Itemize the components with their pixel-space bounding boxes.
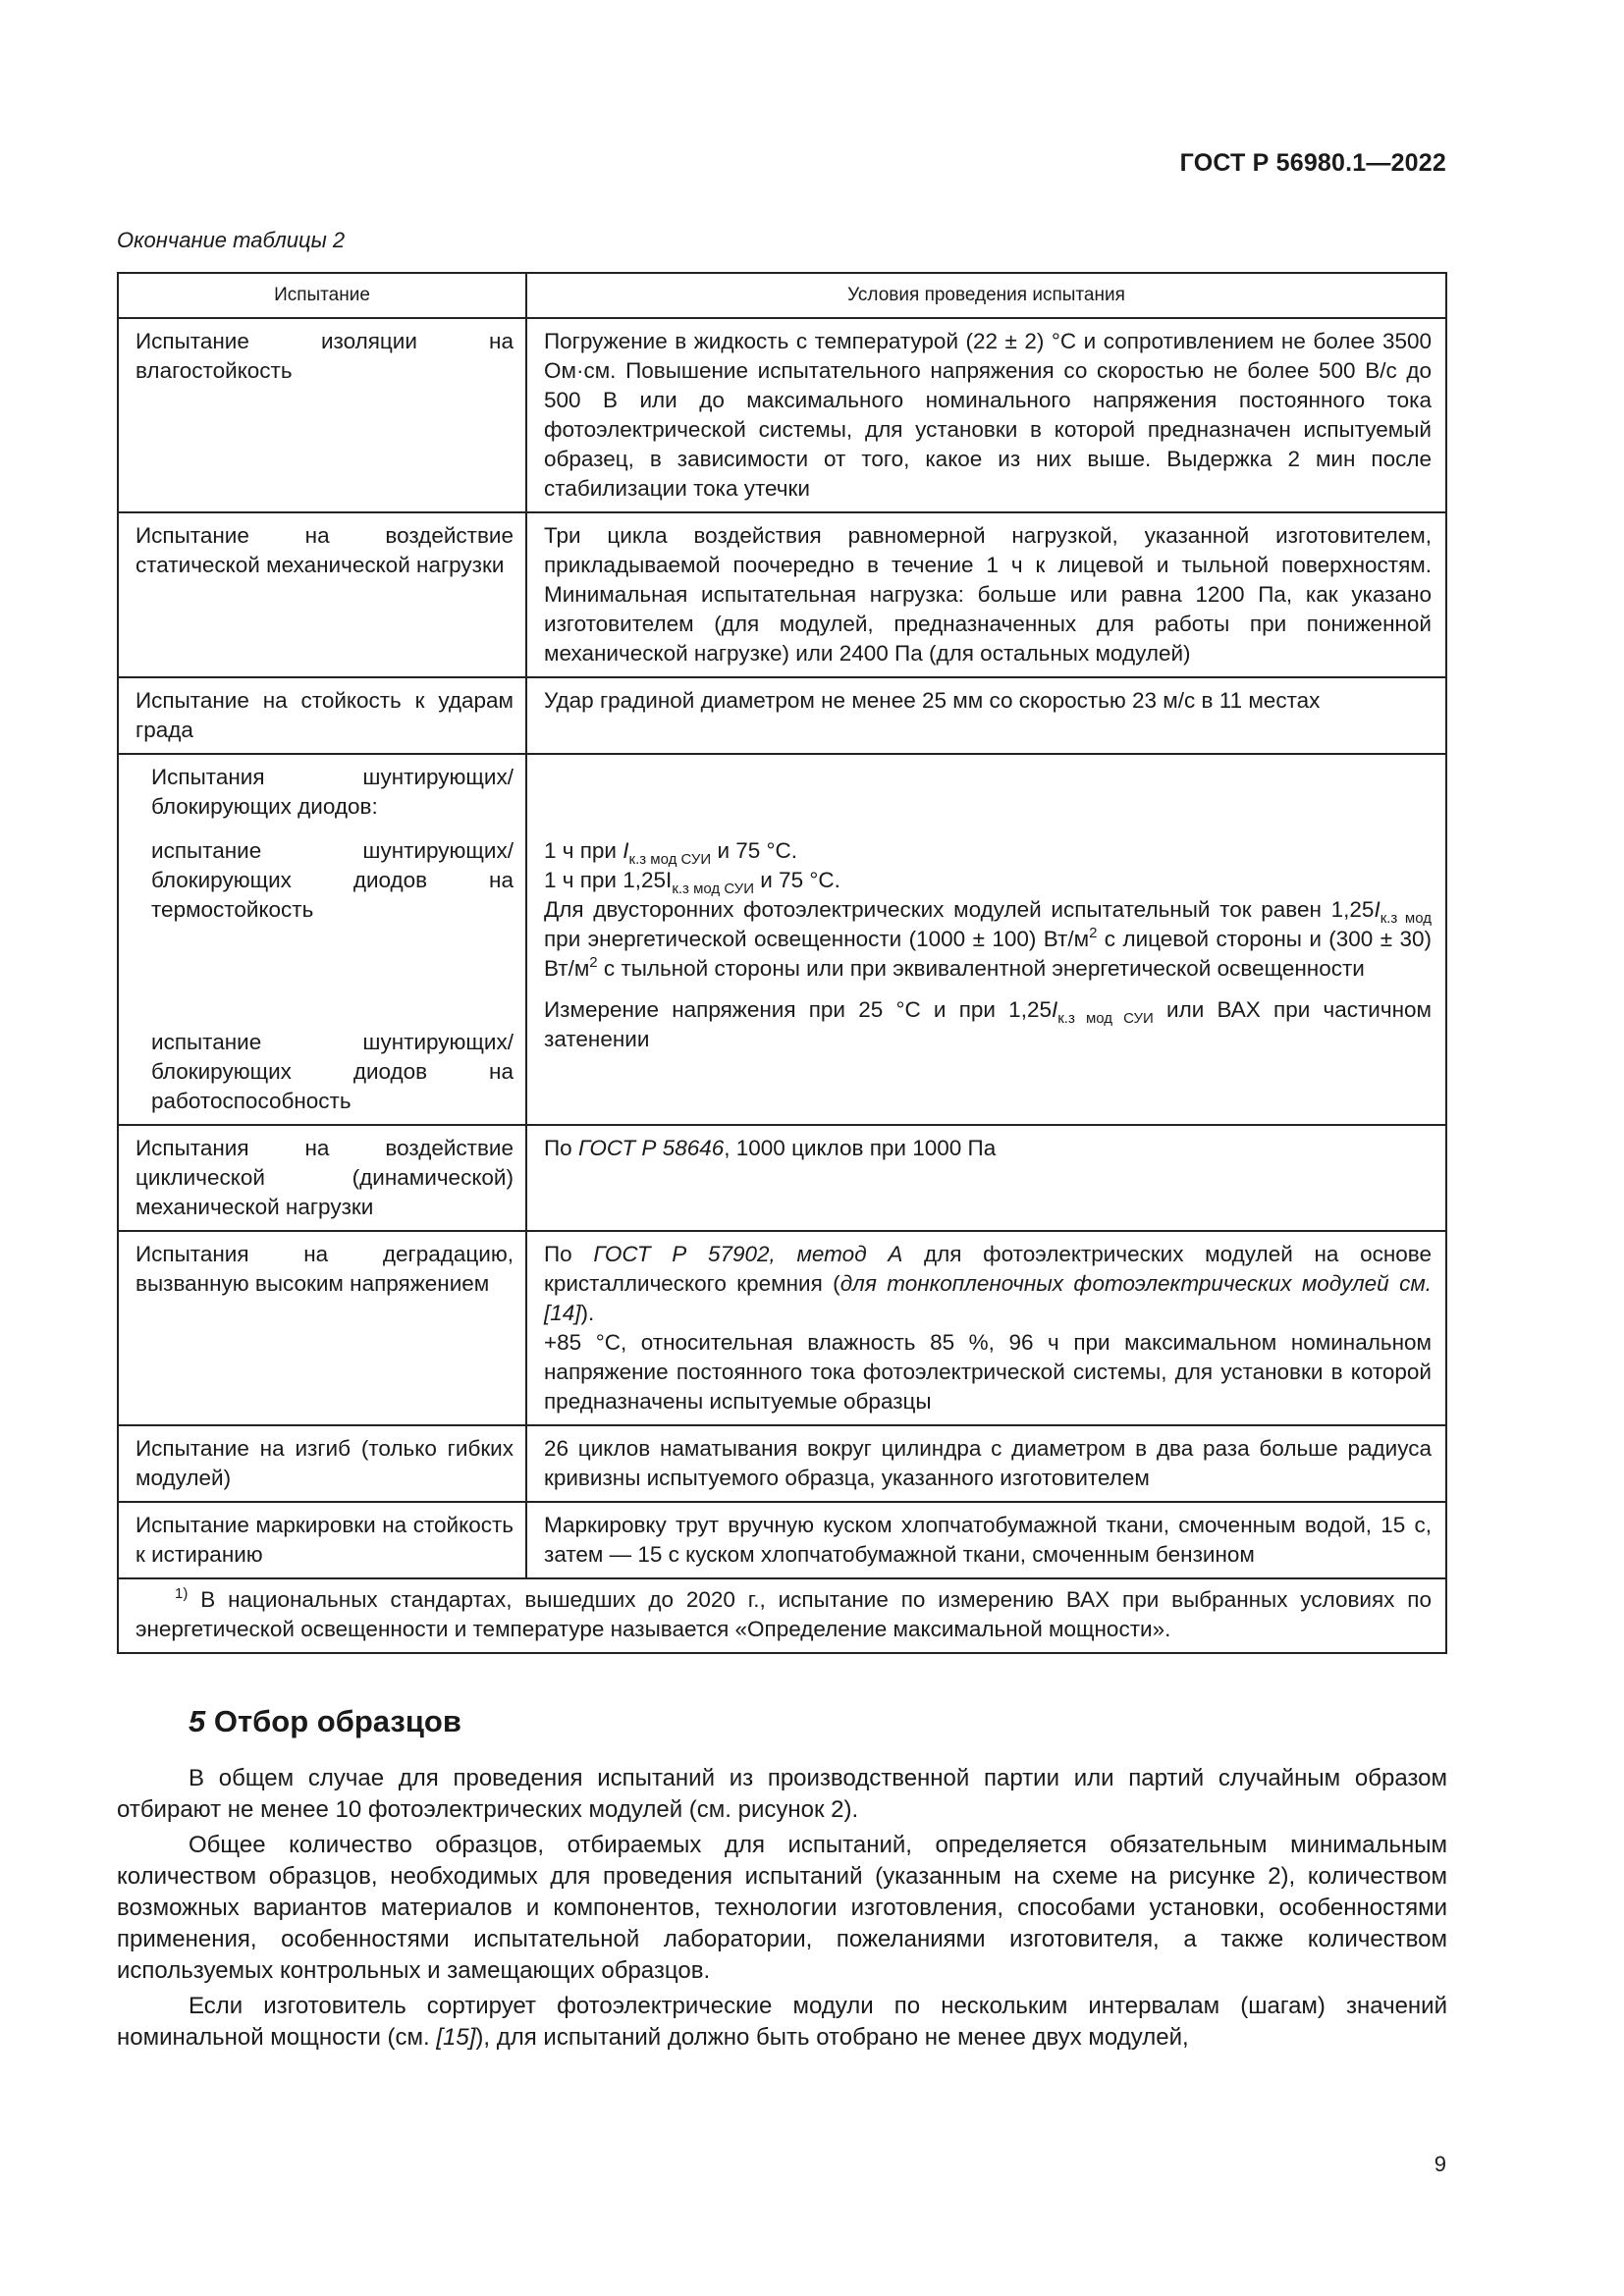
- col-header-test: Испытание: [118, 273, 526, 318]
- table-row: [118, 1231, 1446, 1425]
- diode-thermal-line-2: 1 ч при $1,25I_{к.з мод СУИ}$ и 75 °С.: [544, 868, 840, 897]
- section-heading: [189, 1704, 461, 1739]
- col-header-conditions: Условия проведения испытания: [526, 273, 1446, 318]
- paragraph: Общее количество образцов, отбираемых для испытаний, определяется обязательным минимальным количеством образцов, необходимых для проведения испытаний (указанным на схеме на рисунке 2), количеством возможных вариантов материалов и компонентов, технологии изготовления, способами установки, особенностями применения, особенностями испытательной лаборатории, пожеланиями изготовителя, а также количеством используемых контрольных и замещающих образцов.: [117, 1832, 1447, 1984]
- table-caption: Окончание таблицы 2: [117, 228, 346, 252]
- section-body: [117, 1763, 1447, 2057]
- test-name: Испытание на стойкость к ударам града: [118, 677, 526, 754]
- table-row: [118, 512, 1446, 677]
- table-row: [118, 1125, 1446, 1231]
- test-conditions: Маркировку трут вручную куском хлопчатобумажной ткани, смоченным водой, 15 с, затем — 15 с куском хлопчатобумажной ткани, смоченным бензином: [526, 1502, 1446, 1578]
- test-conditions: Удар градиной диаметром не менее 25 мм со скоростью 23 м/с в 11 местах: [526, 677, 1446, 754]
- standard-reference: ГОСТ Р 57902, метод А: [593, 1242, 903, 1266]
- test-conditions: Погружение в жидкость с температурой (22 ± 2) °С и сопротивлением не более 3500 Ом·см. Повышение испытательного напряжения со скоростью не более 500 В/с до 500 В или до максимального номинального напряжения постоянного тока фотоэлектрической системы, для установки в которой предназначен испытуемый образец, в зависимости от того, какое из них выше. Выдержка 2 мин после стабилизации тока утечки: [526, 318, 1446, 512]
- page-number: 9: [1434, 2152, 1446, 2176]
- test-name: Испытания на деградацию, вызванную высоким напряжением: [118, 1231, 526, 1425]
- section-title: Отбор образцов: [205, 1704, 461, 1738]
- thin-film-note: для тонкопленочных фотоэлектрических модулей см. [14]: [544, 1271, 1432, 1325]
- bibliography-reference: [15]: [436, 2024, 476, 2051]
- table-row: [118, 677, 1446, 754]
- footnote-mark: 1): [175, 1585, 189, 1602]
- table-row: [118, 1425, 1446, 1502]
- diode-thermal-bifacial: Для двусторонних фотоэлектрических модулей испытательный ток равен $1,25I_{к.з мод}$ при энергетической освещенности (1000 ± 100) $Вт/м^2$ с лицевой стороны и (300 ± 30) $Вт/м^2$ с тыльной стороны или при эквивалентной энергетической освещенности: [544, 897, 1433, 981]
- table-footnote-row: [118, 1578, 1446, 1653]
- table-footnote: $^{1)}$ В национальных стандартах, вышедших до 2020 г., испытание по измерению ВАХ при выбранных условиях по энергетической освещенности и температуре называется «Определение максимальной мощности».: [118, 1578, 1446, 1653]
- section-number: 5: [189, 1704, 206, 1738]
- tests-table: [117, 272, 1447, 1654]
- standard-reference: ГОСТ Р 58646: [577, 1136, 725, 1160]
- test-conditions: По ГОСТ Р 58646, 1000 циклов при 1000 Па: [526, 1125, 1446, 1231]
- table-header-row: [118, 273, 1446, 318]
- test-name-group: [118, 754, 526, 1125]
- diode-thermal-test-name: испытание шунтирующих/блокирующих диодов на термостойкость: [151, 838, 514, 922]
- paragraph: Если изготовитель сортирует фотоэлектрические модули по нескольким интервалам (шагам) значений номинальной мощности (см. [15]), для испытаний должно быть отобрано не менее двух модулей,: [117, 1993, 1447, 2051]
- diode-tests-group-title: Испытания шунтирующих/блокирующих диодов:: [151, 765, 514, 819]
- table-row: [118, 754, 1446, 1125]
- test-conditions: [526, 754, 1446, 1125]
- document-id: ГОСТ Р 56980.1—2022: [1179, 149, 1446, 177]
- test-name: Испытание изоляции на влагостойкость: [118, 318, 526, 512]
- test-conditions: 26 циклов наматывания вокруг цилиндра с диаметром в два раза больше радиуса кривизны испытуемого образца, указанного изготовителем: [526, 1425, 1446, 1502]
- test-conditions: Три цикла воздействия равномерной нагрузкой, указанной изготовителем, прикладываемой поочередно в течение 1 ч к лицевой и тыльной поверхностям. Минимальная испытательная нагрузка: больше или равна 1200 Па, как указано изготовителем (для модулей, предназначенных для работы при пониженной механической нагрузке) или 2400 Па (для остальных модулей): [526, 512, 1446, 677]
- table-row: [118, 1502, 1446, 1578]
- test-name: Испытание на воздействие статической механической нагрузки: [118, 512, 526, 677]
- test-name: Испытание маркировки на стойкость к истиранию: [118, 1502, 526, 1578]
- diode-function-conditions: Измерение напряжения при 25 °С и при $1,25I_{к.з мод СУИ}$ или ВАХ при частичном затенении: [544, 997, 1432, 1051]
- table-row: [118, 318, 1446, 512]
- diode-function-test-name: испытание шунтирующих/блокирующих диодов на работоспособность: [151, 1030, 514, 1113]
- diode-thermal-line-1: 1 ч при $I_{к.з мод СУИ}$ и 75 °С.: [544, 838, 798, 868]
- test-conditions: По ГОСТ Р 57902, метод А для фотоэлектрических модулей на основе кристаллического кремния (для тонкопленочных фотоэлектрических модулей см. [14]). +85 °С, относительная влажность 85 %, 96 ч при максимальном номинальном напряжение постоянного тока фотоэлектрической системы, для установки в которой предназначены испытуемые образцы: [526, 1231, 1446, 1425]
- test-name: Испытание на изгиб (только гибких модулей): [118, 1425, 526, 1502]
- paragraph: В общем случае для проведения испытаний из производственной партии или партий случайным образом отбирают не менее 10 фотоэлектрических модулей (см. рисунок 2).: [117, 1765, 1447, 1823]
- test-name: Испытания на воздействие циклической (динамической) механической нагрузки: [118, 1125, 526, 1231]
